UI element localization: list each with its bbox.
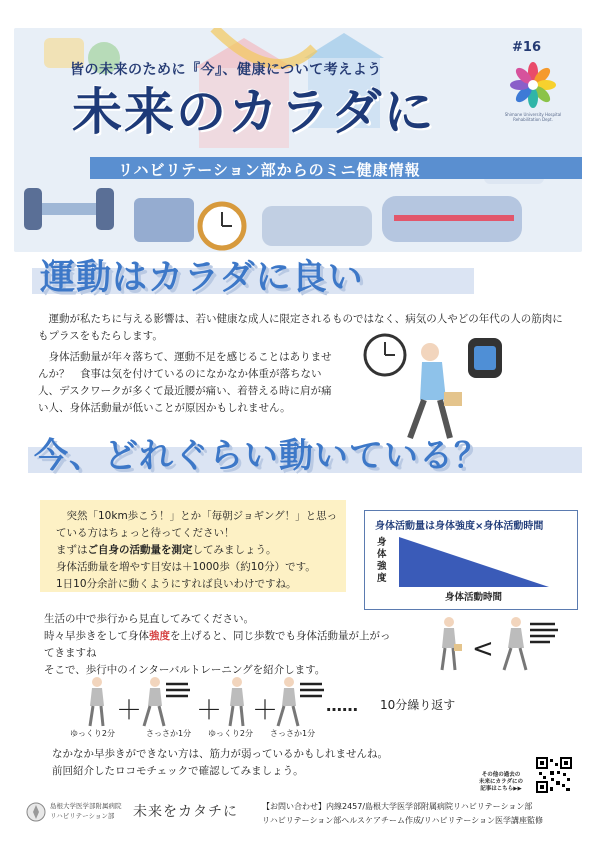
page-title: 未来のカラダに — [72, 83, 436, 141]
walking-line2 — [44, 628, 394, 662]
interval-caption-slow-1: ゆっくり2分 — [70, 729, 116, 738]
walking-line2-red: 強度 — [149, 630, 170, 642]
repeat-instruction: 10分繰り返す — [380, 698, 456, 712]
tip-line2-pre: まずは — [56, 544, 88, 556]
interval-fast-walker-1-icon — [142, 676, 192, 728]
qr-caption-line2: 未来にカラダにの — [479, 779, 523, 785]
activity-formula-diagram — [364, 510, 578, 610]
section1-paragraph2: 身体活動量が年々落ちて、運動不足を感じることはありませんか？ 食事は気を付けているのになかなか体重が落ちない人、デスクワークが多くて最近腰が痛い、着替える時に肩が痛い人、身体活動量が低いことが原因かもしれません。 — [38, 351, 332, 414]
interval-caption-fast-1: さっさか1分 — [146, 729, 192, 738]
interval-slow-walker-2-icon — [222, 676, 252, 728]
footer-slogan: 未来をカタチに — [133, 804, 238, 820]
tip-line2-post: してみましょう。 — [192, 544, 277, 556]
logo-caption: Shimane University Hospital Rehabilitation Dept. — [504, 112, 562, 122]
interval-caption-fast-2: さっさか1分 — [270, 729, 316, 738]
tip-line3: 身体活動量を増やす目安は＋1000歩（約10分）です。 — [56, 561, 316, 573]
diagram-title: 身体活動量は身体強度×身体活動時間 — [375, 521, 544, 532]
qr-code-icon[interactable] — [536, 757, 572, 793]
section1-title: 運動はカラダに良い — [40, 258, 364, 298]
walking-line1: 生活の中で歩行から見直してみてください。 — [44, 613, 254, 625]
hospital-flower-logo-icon — [508, 60, 558, 110]
tip-line2 — [56, 542, 342, 559]
closing-line1: なかなか早歩きができない方は、筋力が弱っているかもしれませんね。 — [52, 748, 388, 760]
qr-caption — [468, 772, 534, 793]
wall-clock-icon — [365, 335, 405, 375]
section2-title: 今、どれぐらい動いている？ — [34, 436, 489, 476]
closing-paragraph — [52, 746, 472, 780]
continuation-dots: …… — [326, 696, 358, 715]
walking-line2-pre: 時々早歩きをして身体 — [44, 630, 149, 642]
footer-org-line2: リハビリテーション部 — [50, 812, 115, 820]
activity-tip-text — [56, 508, 342, 593]
fast-walker-icon — [500, 616, 560, 672]
footer-org-line1: 島根大学医学部附属病院 — [50, 802, 122, 810]
subtitle-banner-text: リハビリテーション部からのミニ健康情報 — [118, 161, 421, 179]
diagram-x-label: 身体活動時間 — [445, 592, 503, 603]
closing-line2: 前回紹介したロコモチェックで確認してみましょう。 — [52, 765, 304, 777]
tip-line2-bold: ご自身の活動量を測定 — [87, 544, 193, 556]
footer-contact: 【お問い合わせ】内線2457/島根大学医学部附属病院リハビリテーション部 — [262, 802, 533, 811]
diagram-y-label: 身体強度 — [377, 537, 387, 584]
interval-fast-walker-2-icon — [276, 676, 326, 728]
walking-line3: そこで、歩行中のインターバルトレーニングを紹介します。 — [44, 664, 326, 676]
header-tagline: 皆の未来のために『今』、健康について考えよう — [70, 62, 382, 78]
plus-symbol-2: ＋ — [196, 696, 223, 726]
tip-line4: 1日10分余計に動くようにすれば良いわけですね。 — [56, 578, 297, 590]
tip-line1: 突然「10km歩こう！」とか「毎朝ジョギング！」と思っている方はちょっと待ってください！ — [56, 510, 338, 539]
section1-paragraph1: 運動が私たちに与える影響は、若い健康な成人に限定されるものではなく、病気の人やどの年代の人の筋肉にもプラスをもたらします。 — [38, 313, 563, 342]
walking-paragraph — [44, 611, 394, 679]
diagram-triangle — [399, 537, 549, 587]
walking-person-illustration — [350, 330, 520, 440]
qr-caption-line1: その他の過去の — [481, 772, 521, 778]
plus-symbol-1: ＋ — [116, 696, 143, 726]
less-than-symbol: < — [472, 634, 494, 664]
hospital-footer-logo-icon — [26, 802, 46, 822]
issue-number: #16 — [512, 40, 541, 55]
fitness-tracker-icon — [468, 338, 502, 378]
walking-line2-post: を上げると、同じ歩数でも身体活動量が上がってきますね — [44, 630, 391, 659]
plus-symbol-3: ＋ — [252, 696, 279, 726]
footer-credit: リハビリテーション部ヘルスケアチーム作成/リハビリテーション医学講座監修 — [262, 816, 544, 825]
slow-walker-icon — [434, 616, 464, 672]
interval-slow-walker-1-icon — [82, 676, 112, 728]
qr-caption-line3: 記事はこちら▶▶ — [480, 786, 522, 792]
interval-caption-slow-2: ゆっくり2分 — [208, 729, 254, 738]
